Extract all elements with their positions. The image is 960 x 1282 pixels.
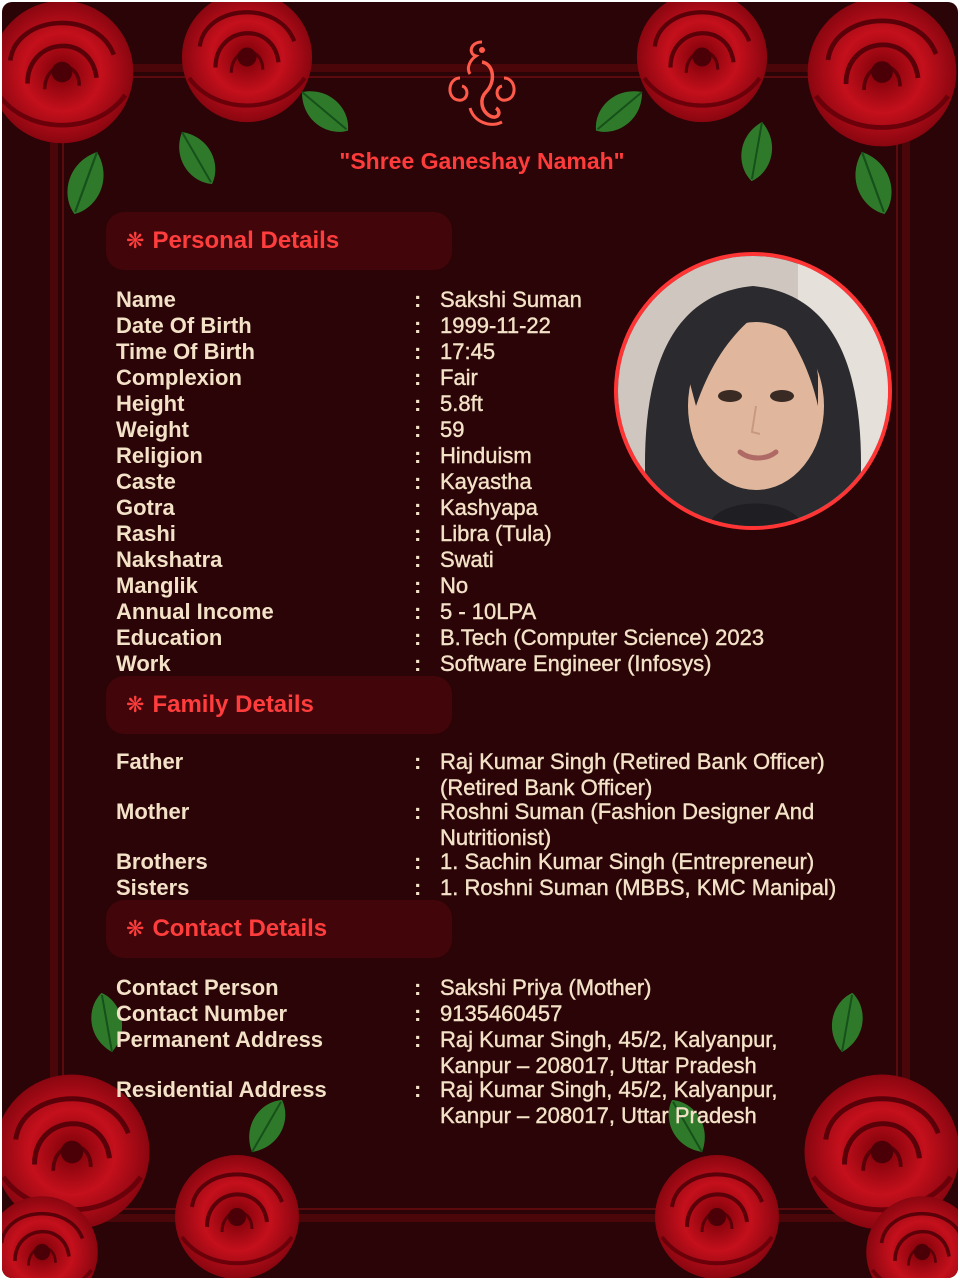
detail-label: Nakshatra [116, 547, 223, 572]
separator: : [414, 547, 422, 572]
detail-label: Name [116, 287, 176, 312]
invocation-title: "Shree Ganeshay Namah" [339, 148, 625, 174]
separator: : [414, 443, 422, 468]
profile-photo-image [618, 256, 888, 526]
detail-value: 1. Sachin Kumar Singh (Entrepreneur) [440, 849, 815, 874]
detail-label: Manglik [116, 573, 198, 598]
detail-label: Complexion [116, 365, 242, 390]
detail-label: Contact Number [116, 1001, 288, 1026]
detail-label: Father [116, 749, 184, 774]
detail-row [116, 1001, 916, 1027]
detail-row [116, 1027, 916, 1077]
value-line: Raj Kumar Singh, 45/2, Kalyanpur, [440, 1027, 778, 1052]
value-line: Nutritionist) [440, 825, 552, 850]
detail-value: Kashyapa [440, 495, 538, 520]
detail-label: Contact Person [116, 975, 279, 1000]
detail-value [440, 749, 916, 799]
detail-label: Rashi [116, 521, 176, 546]
detail-value: Hinduism [440, 443, 532, 468]
separator: : [414, 573, 422, 598]
detail-label: Religion [116, 443, 203, 468]
detail-value: Kayastha [440, 469, 532, 494]
detail-value [440, 1077, 916, 1127]
separator: : [414, 339, 422, 364]
flower-icon: ❋ [126, 916, 145, 941]
detail-value: 5.8ft [440, 391, 483, 416]
detail-value: Swati [440, 547, 494, 572]
separator: : [414, 1027, 422, 1052]
detail-row [116, 625, 916, 651]
value-line: Raj Kumar Singh, 45/2, Kalyanpur, [440, 1077, 778, 1102]
section-contact-details [106, 900, 452, 958]
detail-value: Software Engineer (Infosys) [440, 651, 712, 676]
detail-value [440, 1027, 916, 1077]
value-line: Kanpur – 208017, Uttar Pradesh [440, 1053, 757, 1078]
detail-row [116, 521, 916, 547]
separator: : [414, 799, 422, 824]
detail-label: Sisters [116, 875, 190, 900]
detail-label: Date Of Birth [116, 313, 252, 338]
separator: : [414, 417, 422, 442]
separator: : [414, 849, 422, 874]
detail-value: 1. Roshni Suman (MBBS, KMC Manipal) [440, 875, 837, 900]
section-personal-details [106, 212, 452, 270]
separator: : [414, 625, 422, 650]
separator: : [414, 1077, 422, 1102]
detail-value: 1999-11-22 [440, 313, 551, 338]
flower-icon: ❋ [126, 228, 145, 253]
value-line: Roshni Suman (Fashion Designer And [440, 799, 815, 824]
value-line: (Retired Bank Officer) [440, 775, 653, 800]
detail-label: Residential Address [116, 1077, 327, 1102]
detail-row [116, 799, 916, 849]
detail-value: No [440, 573, 469, 598]
detail-row [116, 547, 916, 573]
detail-value: 9135460457 [440, 1001, 563, 1026]
detail-row [116, 573, 916, 599]
detail-label: Gotra [116, 495, 175, 520]
detail-row [116, 1077, 916, 1127]
ganesh-icon [440, 38, 524, 136]
detail-row [116, 849, 916, 875]
detail-row [116, 975, 916, 1001]
detail-value: Fair [440, 365, 478, 390]
detail-value [440, 799, 916, 849]
detail-value: B.Tech (Computer Science) 2023 [440, 625, 765, 650]
separator: : [414, 749, 422, 774]
detail-value: Sakshi Suman [440, 287, 582, 312]
value-line: Kanpur – 208017, Uttar Pradesh [440, 1103, 757, 1128]
detail-value: Libra (Tula) [440, 521, 552, 546]
detail-row [116, 749, 916, 799]
detail-label: Permanent Address [116, 1027, 324, 1052]
detail-row [116, 599, 916, 625]
section-family-details [106, 676, 452, 734]
detail-label: Time Of Birth [116, 339, 255, 364]
separator: : [414, 599, 422, 624]
profile-photo [614, 252, 892, 530]
detail-row [116, 651, 916, 677]
detail-label: Brothers [116, 849, 208, 874]
detail-label: Height [116, 391, 185, 416]
detail-label: Caste [116, 469, 176, 494]
detail-value: Sakshi Priya (Mother) [440, 975, 652, 1000]
value-line: Raj Kumar Singh (Retired Bank Officer) [440, 749, 825, 774]
detail-label: Work [116, 651, 171, 676]
detail-label: Mother [116, 799, 190, 824]
separator: : [414, 1001, 422, 1026]
separator: : [414, 521, 422, 546]
flower-icon: ❋ [126, 692, 145, 717]
separator: : [414, 391, 422, 416]
separator: : [414, 287, 422, 312]
detail-label: Education [116, 625, 223, 650]
contact-details-list [116, 975, 916, 1127]
detail-value: 59 [440, 417, 465, 442]
separator: : [414, 469, 422, 494]
detail-value: 17:45 [440, 339, 496, 364]
family-details-list [116, 749, 916, 901]
separator: : [414, 313, 422, 338]
detail-row [116, 875, 916, 901]
section-title: Personal Details [152, 227, 340, 254]
separator: : [414, 975, 422, 1000]
biodata-card [2, 2, 958, 1278]
separator: : [414, 651, 422, 676]
detail-label: Weight [116, 417, 189, 442]
detail-value: 5 - 10LPA [440, 599, 537, 624]
detail-label: Annual Income [116, 599, 274, 624]
section-title: Family Details [152, 691, 314, 718]
section-title: Contact Details [152, 915, 328, 942]
separator: : [414, 365, 422, 390]
separator: : [414, 495, 422, 520]
separator: : [414, 875, 422, 900]
